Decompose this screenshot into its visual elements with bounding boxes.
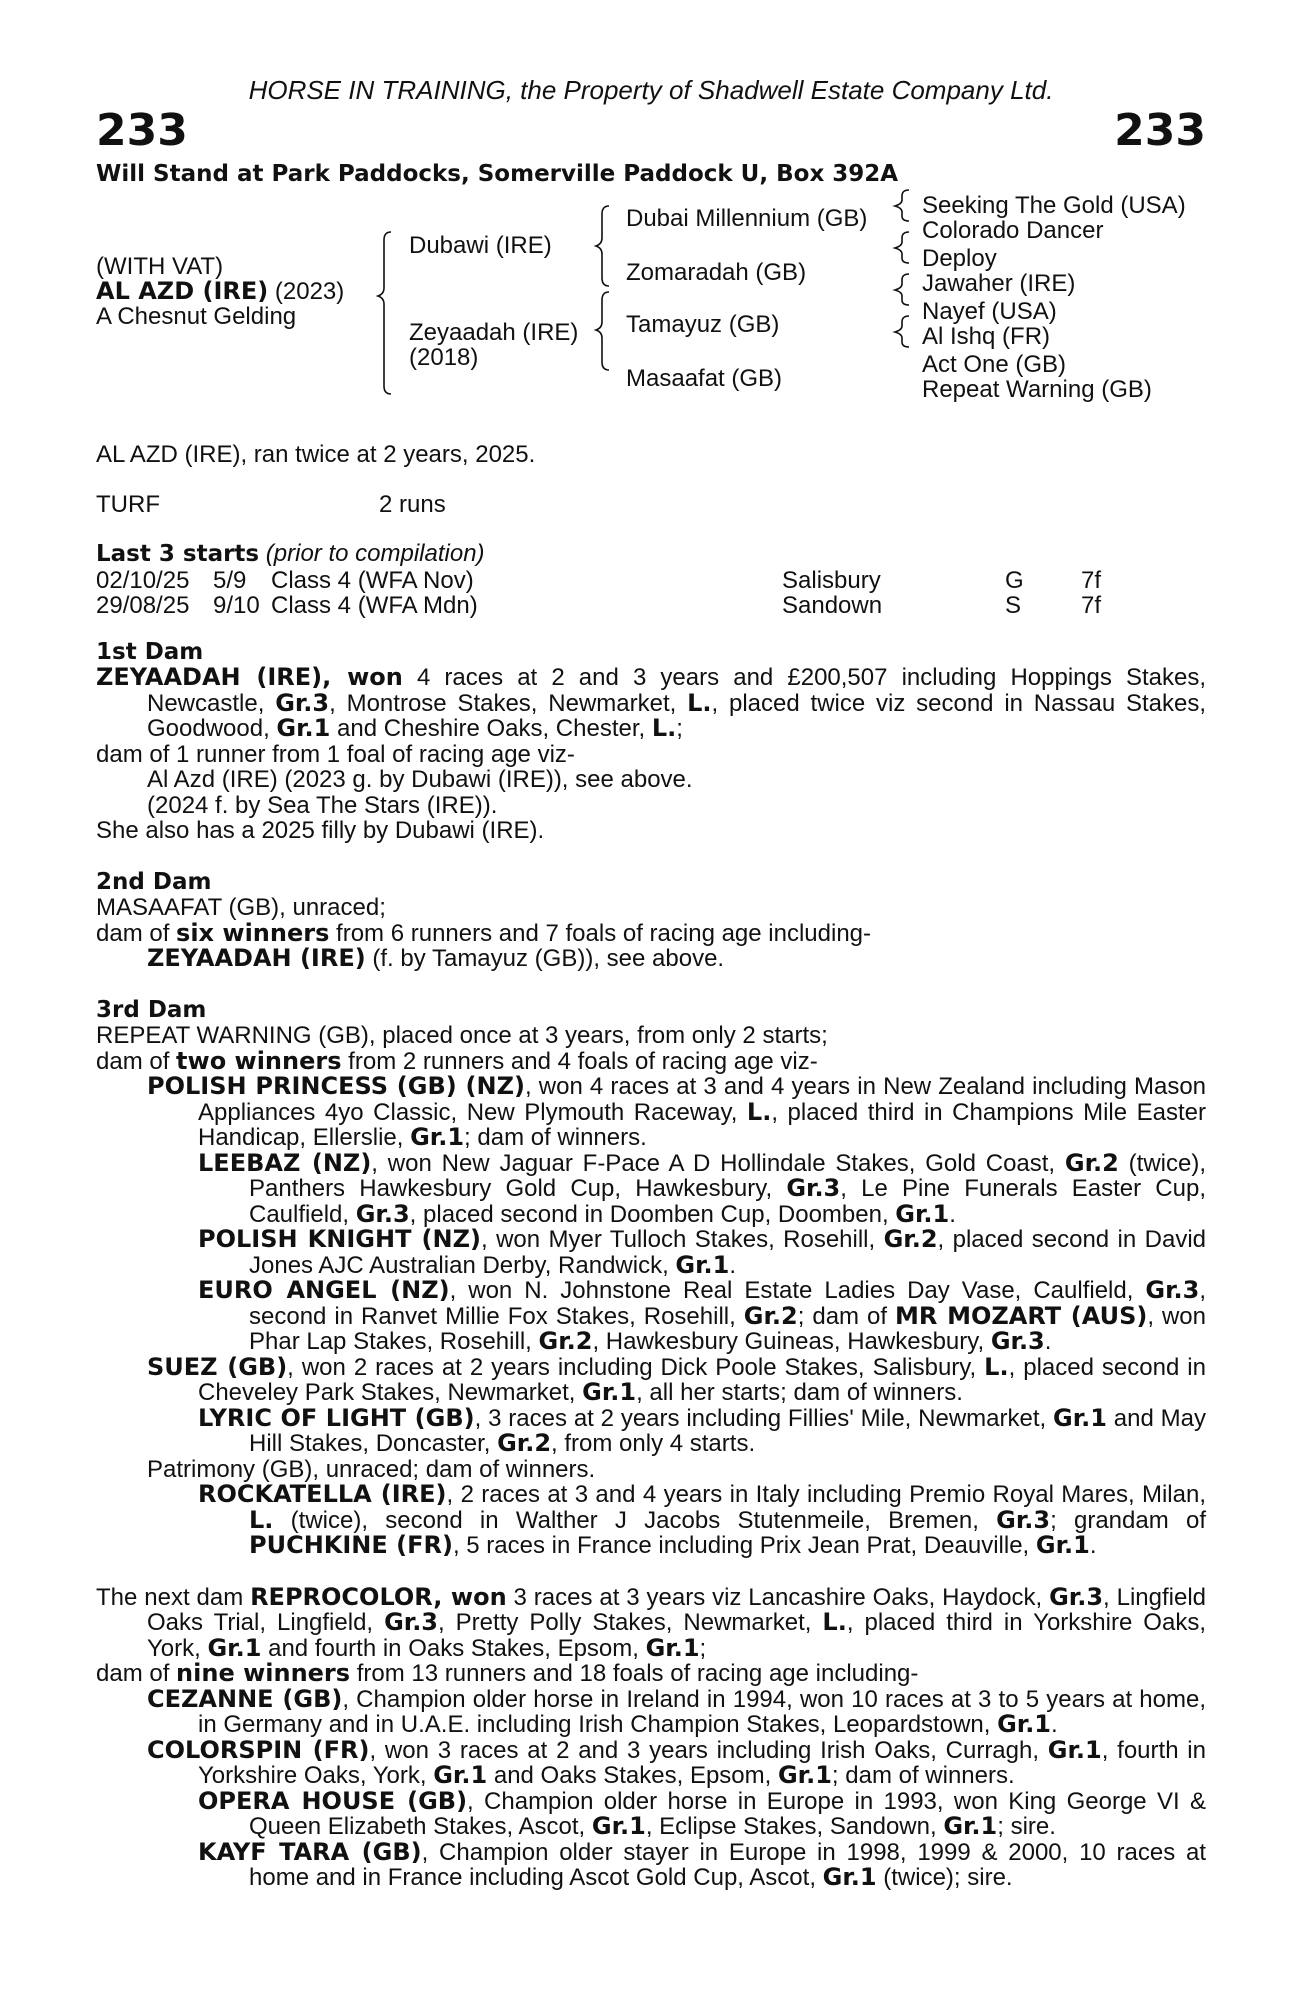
produce-patrimony: Patrimony (GB), unraced; dam of winners.	[147, 1455, 596, 1483]
last-starts	[96, 541, 1206, 619]
first-dam-heading: 1st Dam	[96, 638, 204, 665]
start-row	[96, 593, 1206, 619]
dam-dam: Masaafat (GB)	[626, 365, 783, 392]
start-going: G	[1005, 566, 1024, 594]
last-starts-heading: Last 3 starts	[96, 541, 260, 567]
dam: Zeyaadah (IRE)	[409, 319, 579, 346]
start-course: Sandown	[782, 592, 883, 619]
second-dam-section	[96, 870, 1206, 972]
ssd: Colorado Dancer	[922, 217, 1104, 244]
lot-number-right: 233	[1114, 105, 1206, 156]
dss: Nayef (USA)	[922, 298, 1057, 325]
start-date: 02/10/25	[96, 566, 190, 594]
start-position: 5/9	[213, 566, 247, 594]
first-dam-produce-2: (2024 f. by Sea The Stars (IRE)).	[147, 791, 498, 819]
third-dam-record: REPEAT WARNING (GB), placed once at 3 years, from only 2 starts;	[96, 1022, 828, 1049]
sds: Deploy	[922, 245, 997, 272]
second-dam-produce-intro: dam of six winners from 6 runners and 7 foals of racing age including-	[96, 918, 872, 947]
dsd: Al Ishq (FR)	[922, 323, 1051, 350]
second-dam-heading: 2nd Dam	[96, 868, 212, 895]
sss: Seeking The Gold (USA)	[922, 192, 1186, 219]
surface-summary	[96, 492, 1206, 518]
third-dam-heading: 3rd Dam	[96, 996, 207, 1023]
third-dam-produce-intro: dam of two winners from 2 runners and 4 foals of racing age viz-	[96, 1046, 818, 1075]
third-dam-section	[96, 998, 1206, 1559]
first-dam-note: She also has a 2025 filly by Dubawi (IRE).	[96, 817, 545, 844]
start-race: Class 4 (WFA Mdn)	[271, 592, 478, 619]
last-starts-note: (prior to compilation)	[259, 540, 485, 567]
catalogue-page	[96, 76, 1206, 1891]
horse-name-line	[96, 279, 344, 305]
second-dam-produce-1: ZEYAADAH (IRE) (f. by Tamayuz (GB)), see above.	[147, 944, 725, 972]
first-dam-section	[96, 640, 1206, 844]
lot-number-left: 233	[96, 105, 188, 156]
start-going: S	[1005, 592, 1022, 619]
horse-description: A Chesnut Gelding	[96, 303, 297, 330]
race-summary: AL AZD (IRE), ran twice at 2 years, 2025.	[96, 441, 536, 468]
first-dam-record: ZEYAADAH (IRE), won 4 races at 2 and 3 years and £200,507 including Hoppings Stakes, Newcastle, Gr.3, Montrose Stakes, Newmarket, L., placed twice viz second in Nassau Stakes, Goodwood, Gr.1 and Cheshire Oaks, Chester, L.;	[96, 663, 1207, 742]
start-distance: 7f	[1081, 592, 1102, 619]
start-race: Class 4 (WFA Nov)	[271, 566, 474, 594]
horse-year: (2023)	[268, 278, 345, 305]
sire-dam: Zomaradah (GB)	[626, 259, 807, 286]
start-date: 29/08/25	[96, 592, 190, 619]
next-dam-section	[96, 1582, 1207, 1891]
first-dam-produce-1: Al Azd (IRE) (2023 g. by Dubawi (IRE)), see above.	[147, 766, 693, 793]
start-position: 9/10	[213, 592, 260, 619]
surface: TURF	[96, 490, 160, 518]
start-course: Salisbury	[782, 566, 881, 594]
produce-polish-princess: POLISH PRINCESS (GB) (NZ), won 4 races at 3 and 4 years in New Zealand including Mason Appliances 4yo Classic, New Plymouth Raceway, L., placed third in Champions Mile Easter Handicap, Ellerslie, Gr.1; dam of winners.	[147, 1072, 1207, 1151]
produce-opera-house: OPERA HOUSE (GB), Champion older horse in Europe in 1993, won King George VI & Queen Elizabeth Stakes, Ascot, Gr.1, Eclipse Stakes, Sandown, Gr.1; sire.	[198, 1786, 1206, 1840]
produce-cezanne: CEZANNE (GB), Champion older horse in Ireland in 1994, won 10 races at 3 to 5 years at home, in Germany and in U.A.E. including Irish Champion Stakes, Leopardstown, Gr.1.	[147, 1684, 1206, 1738]
first-dam-produce-intro: dam of 1 runner from 1 foal of racing age viz-	[96, 740, 575, 768]
stabling-location: Will Stand at Park Paddocks, Somerville Paddock U, Box 392A	[96, 161, 899, 187]
produce-colorspin: COLORSPIN (FR), won 3 races at 2 and 3 years including Irish Oaks, Curragh, Gr.1, fourth in Yorkshire Oaks, York, Gr.1 and Oaks Stakes, Epsom, Gr.1; dam of winners.	[147, 1735, 1206, 1789]
surface-runs: 2 runs	[379, 490, 446, 518]
ddd: Repeat Warning (GB)	[922, 376, 1152, 403]
sdd: Jawaher (IRE)	[922, 270, 1076, 297]
produce-lyric-of-light: LYRIC OF LIGHT (GB), 3 races at 2 years including Fillies' Mile, Newmarket, Gr.1 and May Hill Stakes, Doncaster, Gr.2, from only 4 starts.	[198, 1403, 1206, 1457]
dam-sire: Tamayuz (GB)	[626, 311, 780, 338]
produce-leebaz: LEEBAZ (NZ), won New Jaguar F-Pace A D Hollindale Stakes, Gold Coast, Gr.2 (twice), Panthers Hawkesbury Gold Cup, Hawkesbury, Gr.3, Le Pine Funerals Easter Cup, Caulfield, Gr.3, placed second in Doomben Cup, Doomben, Gr.1.	[198, 1148, 1207, 1228]
pedigree-table	[96, 188, 1206, 403]
start-row	[96, 568, 1206, 594]
produce-kayf-tara: KAYF TARA (GB), Champion older stayer in Europe in 1998, 1999 & 2000, 10 races at home and in France including Ascot Gold Cup, Ascot, Gr.1 (twice); sire.	[198, 1837, 1206, 1891]
vat-status: (WITH VAT)	[96, 253, 224, 280]
page-header: HORSE IN TRAINING, the Property of Shadwell Estate Company Ltd.	[248, 75, 1054, 105]
next-dam-produce-intro: dam of nine winners from 13 runners and 18 foals of racing age including-	[96, 1659, 919, 1687]
dds: Act One (GB)	[922, 351, 1067, 378]
sire: Dubawi (IRE)	[409, 232, 552, 259]
sire-sire: Dubai Millennium (GB)	[626, 205, 868, 232]
dam-year: (2018)	[409, 344, 479, 371]
produce-suez: SUEZ (GB), won 2 races at 2 years including Dick Poole Stakes, Salisbury, L., placed second in Cheveley Park Stakes, Newmarket, Gr.1, all her starts; dam of winners.	[147, 1352, 1206, 1406]
lot-number-row	[96, 106, 1206, 156]
produce-rockatella: ROCKATELLA (IRE), 2 races at 3 and 4 years in Italy including Premio Royal Mares, Milan, L. (twice), second in Walther J Jacobs Stutenmeile, Bremen, Gr.3; grandam of PUCHKINE (FR), 5 races in France including Prix Jean Prat, Deauville, Gr.1.	[198, 1480, 1207, 1559]
second-dam-record: MASAAFAT (GB), unraced;	[96, 894, 386, 921]
next-dam-record: The next dam REPROCOLOR, won 3 races at 3 years viz Lancashire Oaks, Haydock, Gr.3, Lingfield Oaks Trial, Lingfield, Gr.3, Pretty Polly Stakes, Newmarket, L., placed third in Yorkshire Oaks, York, Gr.1 and fourth in Oaks Stakes, Epsom, Gr.1;	[96, 1582, 1207, 1662]
start-distance: 7f	[1081, 566, 1102, 594]
horse-name: AL AZD (IRE)	[96, 277, 269, 305]
produce-polish-knight: POLISH KNIGHT (NZ), won Myer Tulloch Stakes, Rosehill, Gr.2, placed second in David Jones AJC Australian Derby, Randwick, Gr.1.	[198, 1225, 1206, 1279]
produce-euro-angel: EURO ANGEL (NZ), won N. Johnstone Real Estate Ladies Day Vase, Caulfield, Gr.3, second in Ranvet Millie Fox Stakes, Rosehill, Gr.2; dam of MR MOZART (AUS), won Phar Lap Stakes, Rosehill, Gr.2, Hawkesbury Guineas, Hawkesbury, Gr.3.	[198, 1276, 1207, 1355]
